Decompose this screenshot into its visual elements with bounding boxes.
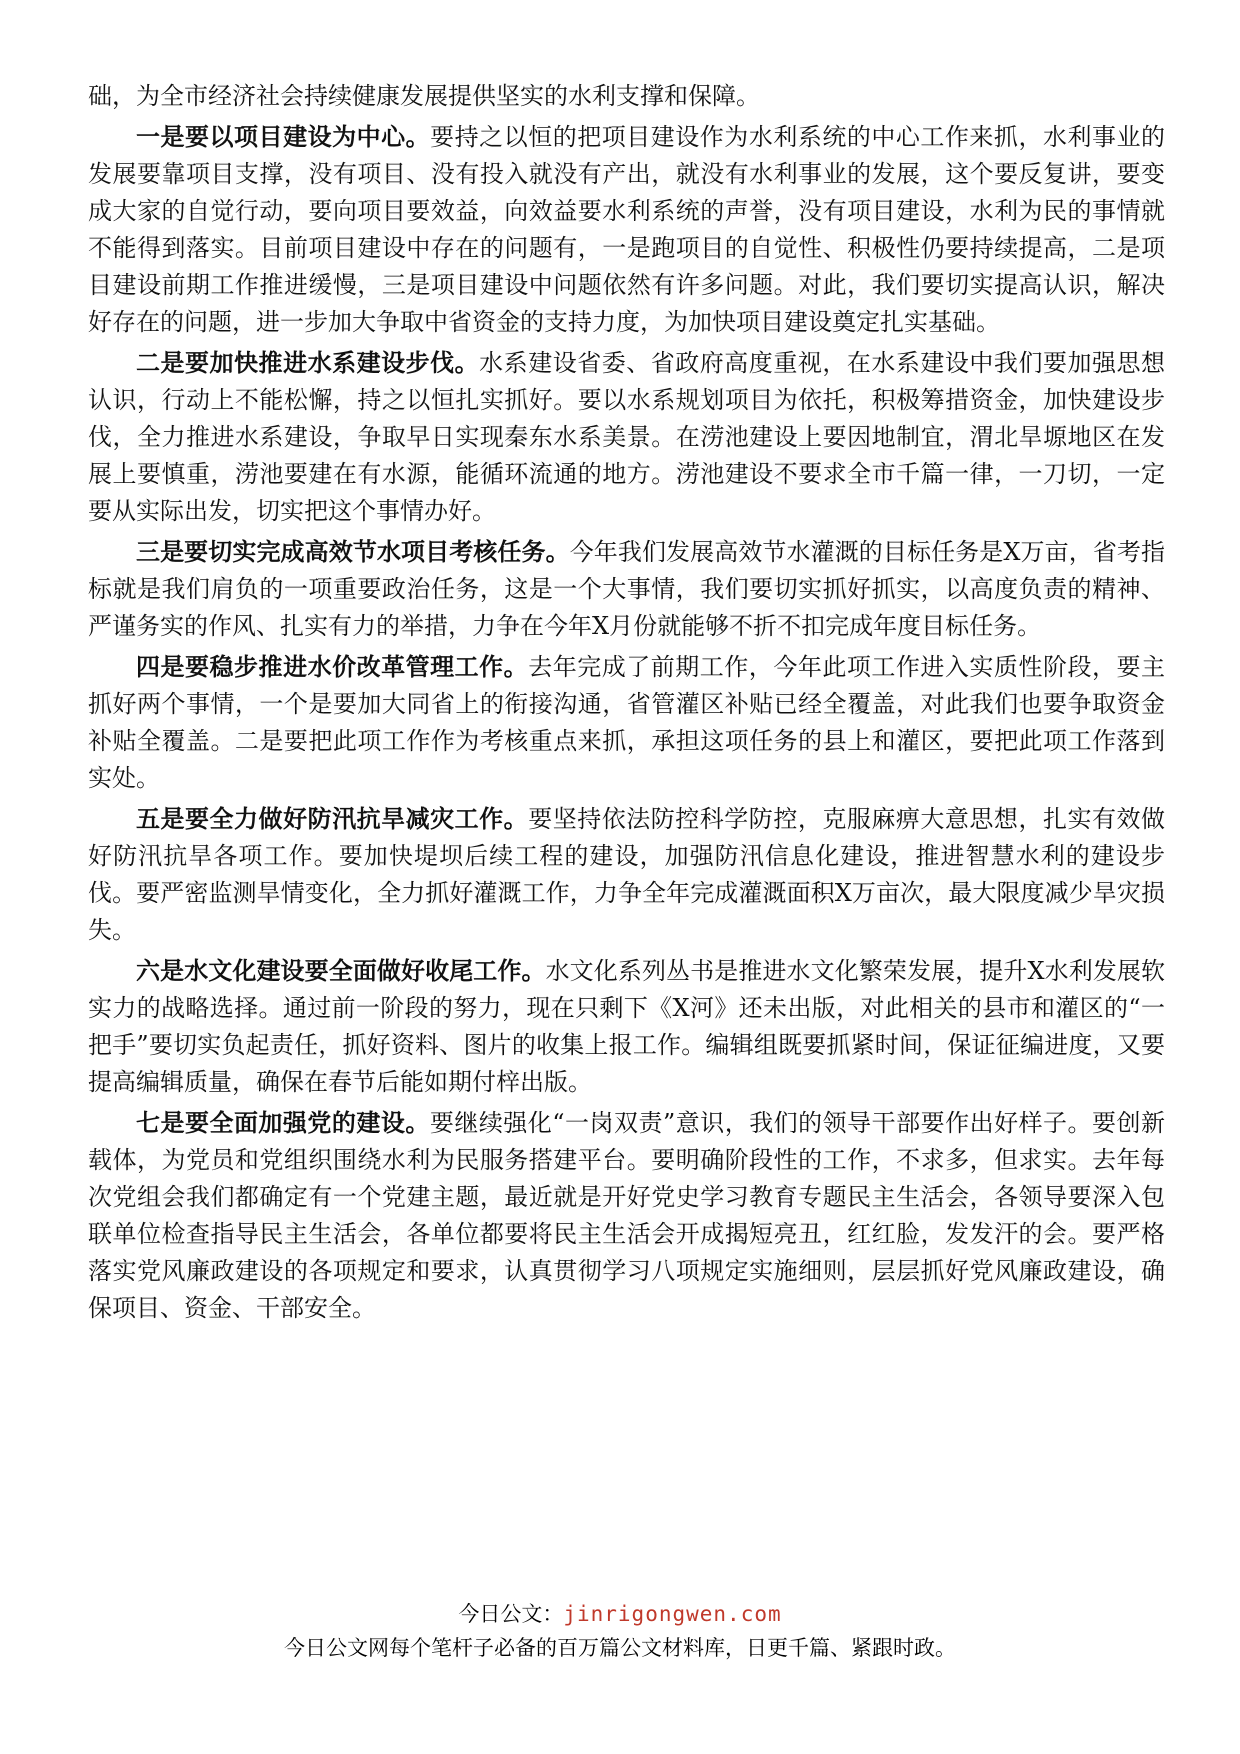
section-paragraph-7 xyxy=(88,1104,1165,1327)
footer-site-line xyxy=(0,1598,1240,1628)
intro-paragraph: 础，为全市经济社会持续健康发展提供坚实的水利支撑和保障。 xyxy=(88,82,760,110)
section-body-6: 水文化系列丛书是推进水文化繁荣发展，提升X水利发展软实力的战略选择。通过前一阶段的努力，现在只剩下《X河》还未出版，对此相关的县市和灌区的“一把手”要切实负起责任，抓好资料、图片的收集上报工作。编辑组既要抓紧时间，保证征编进度，又要提高编辑质量，确保在春节后能如期付梓出版。 xyxy=(88,957,1166,1096)
section-body-2: 水系建设省委、省政府高度重视，在水系建设中我们要加强思想认识，行动上不能松懈，持之以恒扎实抓好。要以水系规划项目为依托，积极筹措资金，加快建设步伐，全力推进水系建设，争取早日实现秦东水系美景。在涝池建设上要因地制宜，渭北旱塬地区在发展上要慎重，涝池要建在有水源，能循环流通的地方。涝池建设不要求全市千篇一律，一刀切，一定要从实际出发，切实把这个事情办好。 xyxy=(88,349,1165,525)
section-paragraph-1 xyxy=(88,118,1165,341)
section-body-4: 去年完成了前期工作，今年此项工作进入实质性阶段，要主抓好两个事情，一个是要加大同省上的衔接沟通，省管灌区补贴已经全覆盖，对此我们也要争取资金补贴全覆盖。二是要把此项工作作为考核重点来抓，承担这项任务的县上和灌区，要把此项工作落到实处。 xyxy=(88,653,1166,792)
section-body-5: 要坚持依法防控科学防控，克服麻痹大意思想，扎实有效做好防汛抗旱各项工作。要加快堤坝后续工程的建设，加强防汛信息化建设，推进智慧水利的建设步伐。要严密监测旱情变化，全力抓好灌溉工作，力争全年完成灌溉面积X万亩次，最大限度减少旱灾损失。 xyxy=(88,805,1166,944)
section-heading-1: 一是要以项目建设为中心。 xyxy=(136,122,431,151)
section-heading-3: 三是要切实完成高效节水项目考核任务。 xyxy=(136,537,570,566)
document-body xyxy=(88,78,1165,1330)
section-paragraph-6 xyxy=(88,952,1165,1101)
section-paragraph-3 xyxy=(88,533,1165,645)
footer-tagline: 今日公文网每个笔杆子必备的百万篇公文材料库，日更千篇、紧跟时政。 xyxy=(284,1636,956,1660)
section-heading-5: 五是要全力做好防汛抗旱减灾工作。 xyxy=(136,804,529,833)
section-paragraph-4 xyxy=(88,648,1165,797)
section-heading-4: 四是要稳步推进水价改革管理工作。 xyxy=(136,652,529,681)
section-paragraph-2 xyxy=(88,344,1165,530)
section-body-7: 要继续强化“一岗双责”意识，我们的领导干部要作出好样子。要创新载体，为党员和党组织围绕水利为民服务搭建平台。要明确阶段性的工作，不求多，但求实。去年每次党组会我们都确定有一个党建主题，最近就是开好党史学习教育专题民主生活会，各领导要深入包联单位检查指导民主生活会，各单位都要将民主生活会开成揭短亮丑，红红脸，发发汗的会。要严格落实党风廉政建设的各项规定和要求，认真贯彻学习八项规定实施细则，层层抓好党风廉政建设，确保项目、资金、干部安全。 xyxy=(88,1109,1165,1322)
section-heading-7: 七是要全面加强党的建设。 xyxy=(136,1108,430,1137)
section-paragraph-5 xyxy=(88,800,1165,949)
section-heading-6: 六是水文化建设要全面做好收尾工作。 xyxy=(136,956,546,985)
footer-site-link[interactable]: jinrigongwen.com xyxy=(563,1602,782,1626)
section-body-3: 今年我们发展高效节水灌溉的目标任务是X万亩，省考指标就是我们肩负的一项重要政治任务，这是一个大事情，我们要切实抓好抓实，以高度负责的精神、严谨务实的作风、扎实有力的举措，力争在今年X月份就能够不折不扣完成年度目标任务。 xyxy=(88,538,1166,640)
footer-label: 今日公文： xyxy=(458,1602,564,1626)
section-body-1: 要持之以恒的把项目建设作为水利系统的中心工作来抓，水利事业的发展要靠项目支撑，没有项目、没有投入就没有产出，就没有水利事业的发展，这个要反复讲，要变成大家的自觉行动，要向项目要效益，向效益要水利系统的声誉，没有项目建设，水利为民的事情就不能得到落实。目前项目建设中存在的问题有，一是跑项目的自觉性、积极性仍要持续提高，二是项目建设前期工作推进缓慢，三是项目建设中问题依然有许多问题。对此，我们要切实提高认识，解决好存在的问题，进一步加大争取中省资金的支持力度，为加快项目建设奠定扎实基础。 xyxy=(88,123,1166,336)
section-heading-2: 二是要加快推进水系建设步伐。 xyxy=(136,348,480,377)
